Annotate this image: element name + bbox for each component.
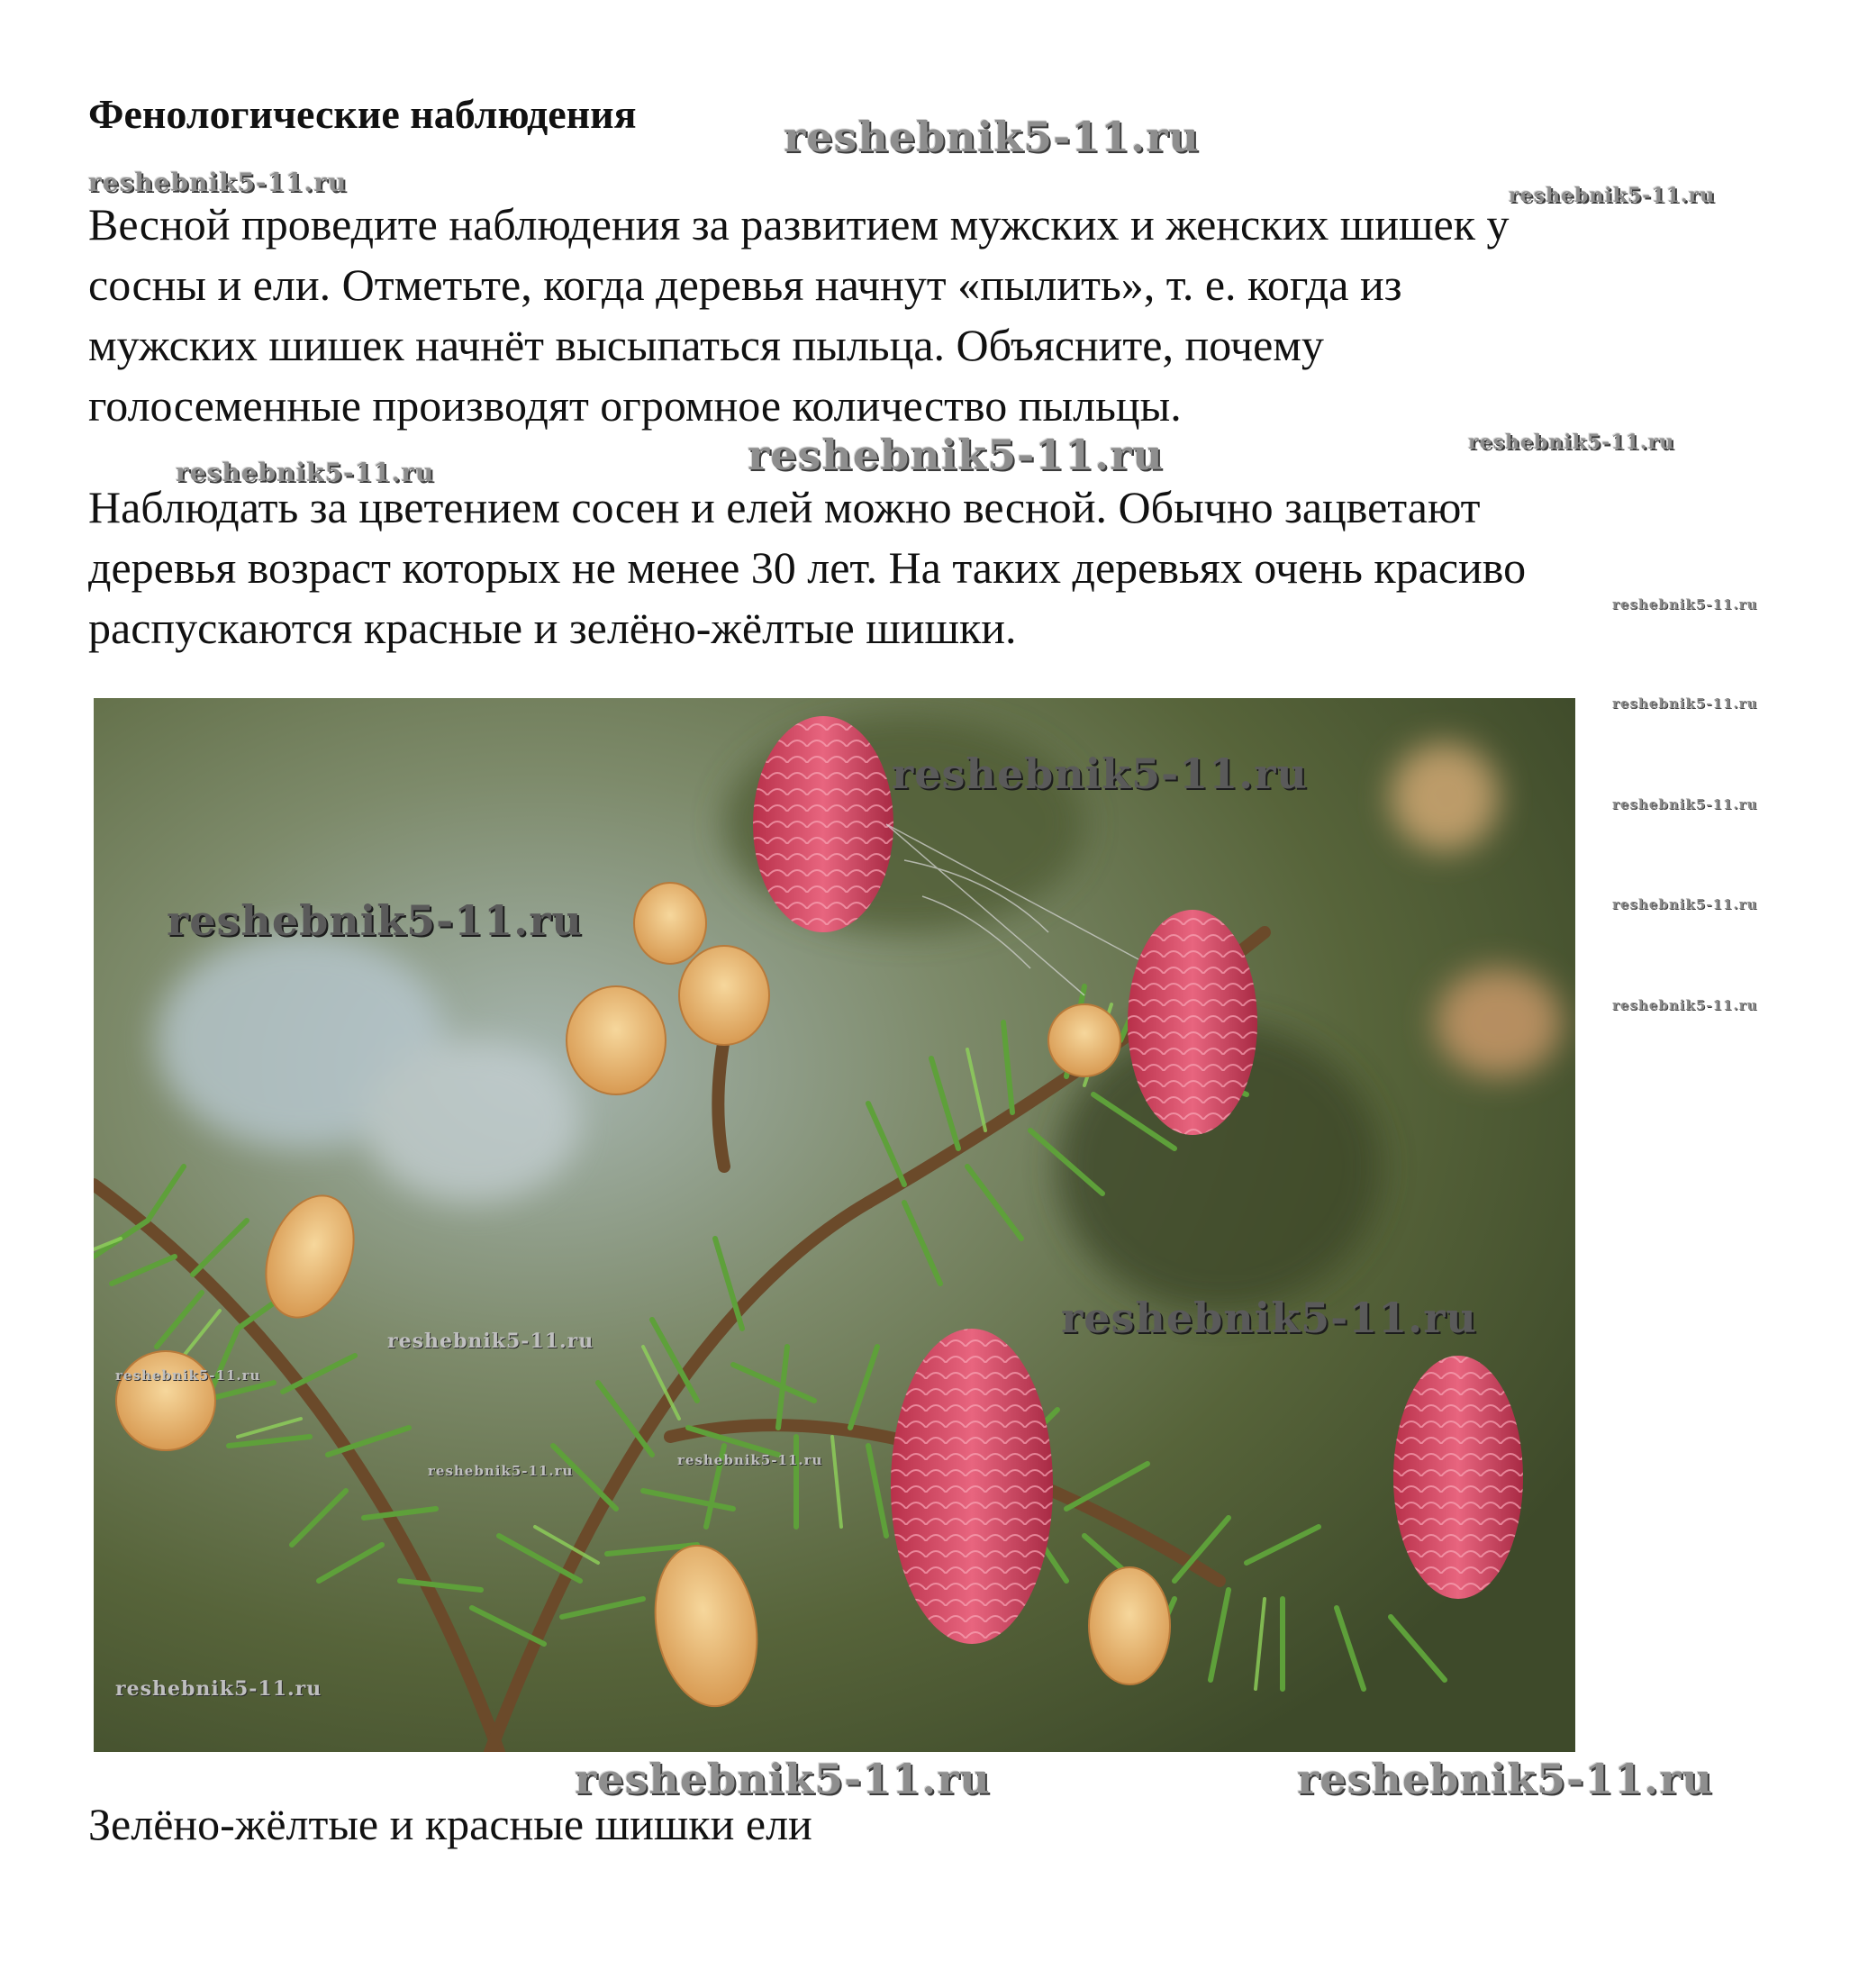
watermark: reshebnik5-11.ru [1612,997,1758,1013]
watermark: reshebnik5-11.ru [115,1367,261,1384]
spruce-cones-photo [94,698,1575,1752]
watermark: reshebnik5-11.ru [1612,596,1758,613]
text-line: сосны и ели. Отметьте, когда деревья начнут «пылить», т. е. когда из [88,259,1402,310]
answer-paragraph [88,477,1782,658]
watermark: reshebnik5-11.ru [1612,896,1758,912]
text-line: Наблюдать за цветением сосен и елей можно весной. Обычно зацветают [88,482,1481,532]
watermark: reshebnik5-11.ru [1509,184,1716,207]
watermark: reshebnik5-11.ru [575,1755,991,1803]
watermark: reshebnik5-11.ru [1061,1294,1477,1342]
watermark: reshebnik5-11.ru [167,896,583,945]
watermark: reshebnik5-11.ru [1468,431,1675,454]
watermark: reshebnik5-11.ru [1297,1755,1713,1803]
text-line: Весной проведите наблюдения за развитием мужских и женских шишек у [88,199,1510,250]
text-line: мужских шишек начнёт высыпаться пыльца. Объясните, почему [88,320,1324,370]
spruce-cones-illustration [94,698,1575,1752]
text-line: голосеменные производят огромное количество пыльцы. [88,380,1182,431]
watermark: reshebnik5-11.ru [115,1677,322,1701]
photo-caption: Зелёно-жёлтые и красные шишки ели [88,1799,812,1849]
watermark: reshebnik5-11.ru [387,1330,594,1353]
watermark: reshebnik5-11.ru [677,1452,823,1468]
watermark: reshebnik5-11.ru [428,1463,574,1479]
watermark: reshebnik5-11.ru [748,431,1164,479]
text-line: распускаются красные и зелёно-жёлтые шишки. [88,603,1017,653]
watermark: reshebnik5-11.ru [784,113,1200,161]
page-title: Фенологические наблюдения [88,91,637,137]
task-paragraph [88,195,1782,436]
watermark: reshebnik5-11.ru [88,168,348,197]
watermark: reshebnik5-11.ru [1612,695,1758,712]
watermark: reshebnik5-11.ru [1612,796,1758,812]
watermark: reshebnik5-11.ru [892,749,1308,798]
text-line: деревья возраст которых не менее 30 лет. На таких деревьях очень красиво [88,542,1527,593]
watermark: reshebnik5-11.ru [176,458,435,487]
